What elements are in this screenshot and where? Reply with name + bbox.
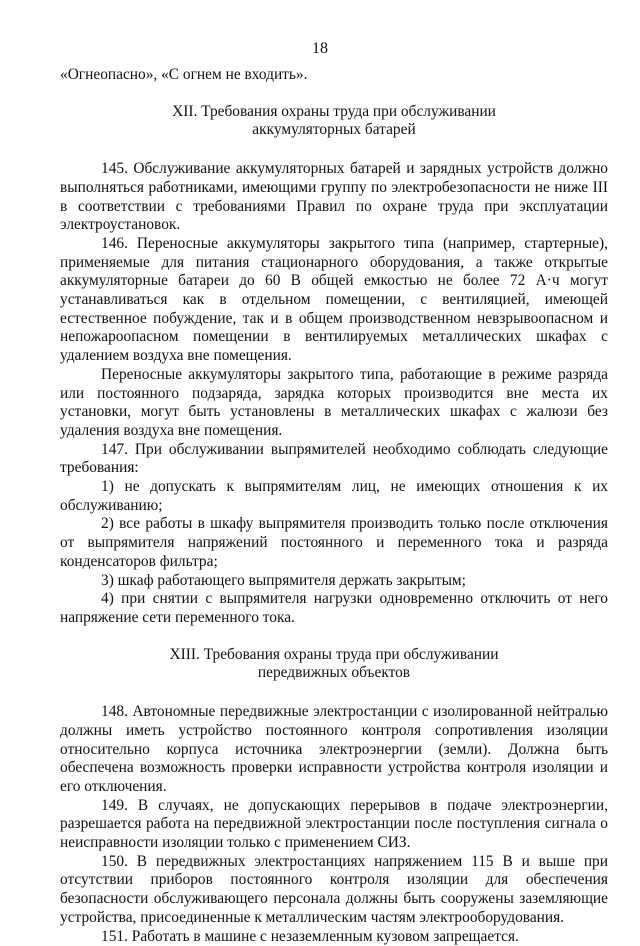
paragraph-146: 146. Переносные аккумуляторы закрытого типа (например, стартерные), применяемые для питания стационарного оборудования, а также открытые аккумуляторные батареи до 60 В общей емкостью не более 72 А·ч могут устанавливаться как в отдельном помещении, с вентиляцией, имеющей естественное побуждение, так и в общем производственном невзрывоопасном и непожароопасном помещении в вентилируемых металлических шкафах с удалением воздуха вне помещения. [60,234,608,365]
paragraph-147-item-4: 4) при снятии с выпрямителя нагрузки одновременно отключить от него напряжение сети переменного тока. [60,590,608,626]
intro-text: «Огнеопасно», «С огнем не входить». [60,66,308,83]
paragraph-149: 149. В случаях, не допускающих перерывов в подаче электроэнергии, разрешается работа на передвижной электростанции после поступления сигнала о неисправности изоляции только с применением СИЗ. [60,796,608,852]
section-13-title-line2: передвижных объектов [257,664,411,682]
paragraph-147-item-1: 1) не допускать к выпрямителям лиц, не имеющих отношения к их обслуживанию; [60,478,608,514]
paragraph-146-continued: Переносные аккумуляторы закрытого типа, работающие в режиме разряда или постоянного подзаряда, зарядка которых производится вне места их установки, могут быть установлены в металлических шкафах с жалюзи без удаления воздуха вне помещения. [60,365,608,439]
section-12-heading [60,103,608,140]
paragraph-151: 151. Работать в машине с незаземленным кузовом запрещается. [101,927,519,945]
section-13-heading [60,646,608,683]
paragraph-147: 147. При обслуживании выпрямителей необходимо соблюдать следующие требования: [60,440,608,477]
document-body [60,66,608,946]
paragraph-150: 150. В передвижных электростанциях напряжением 115 В и выше при отсутствии приборов постоянного контроля изоляции для обеспечения безопасности обслуживающего персонала должны быть сооружены заземляющие устройства, присоединенные к металлическим частям электрооборудования. [60,852,608,926]
paragraph-147-item-2: 2) все работы в шкафу выпрямителя производить только после отключения от выпрямителя напряжений постоянного и переменного тока и разряда конденсаторов фильтра; [60,515,608,570]
section-12-title-line2: аккумуляторных батарей [252,121,416,139]
section-12-title-line1: XII. Требования охраны труда при обслуживании [172,102,496,120]
paragraph-147-item-3: 3) шкаф работающего выпрямителя держать закрытым; [101,571,466,589]
page-number: 18 [312,40,328,57]
paragraph-145: 145. Обслуживание аккумуляторных батарей и зарядных устройств должно выполняться работниками, имеющими группу по электробезопасности не ниже III в соответствии с требованиями Правил по охране труда при эксплуатации электроустановок. [60,160,608,234]
section-13-title-line1: XIII. Требования охраны труда при обслуживании [169,645,499,663]
paragraph-148: 148. Автономные передвижные электростанции с изолированной нейтралью должны иметь устройство постоянного контроля сопротивления изоляции относительно корпуса источника электроэнергии (земли). Должна быть обеспечена возможность проверки исправности устройства контроля изоляции и его отключения. [60,703,608,795]
